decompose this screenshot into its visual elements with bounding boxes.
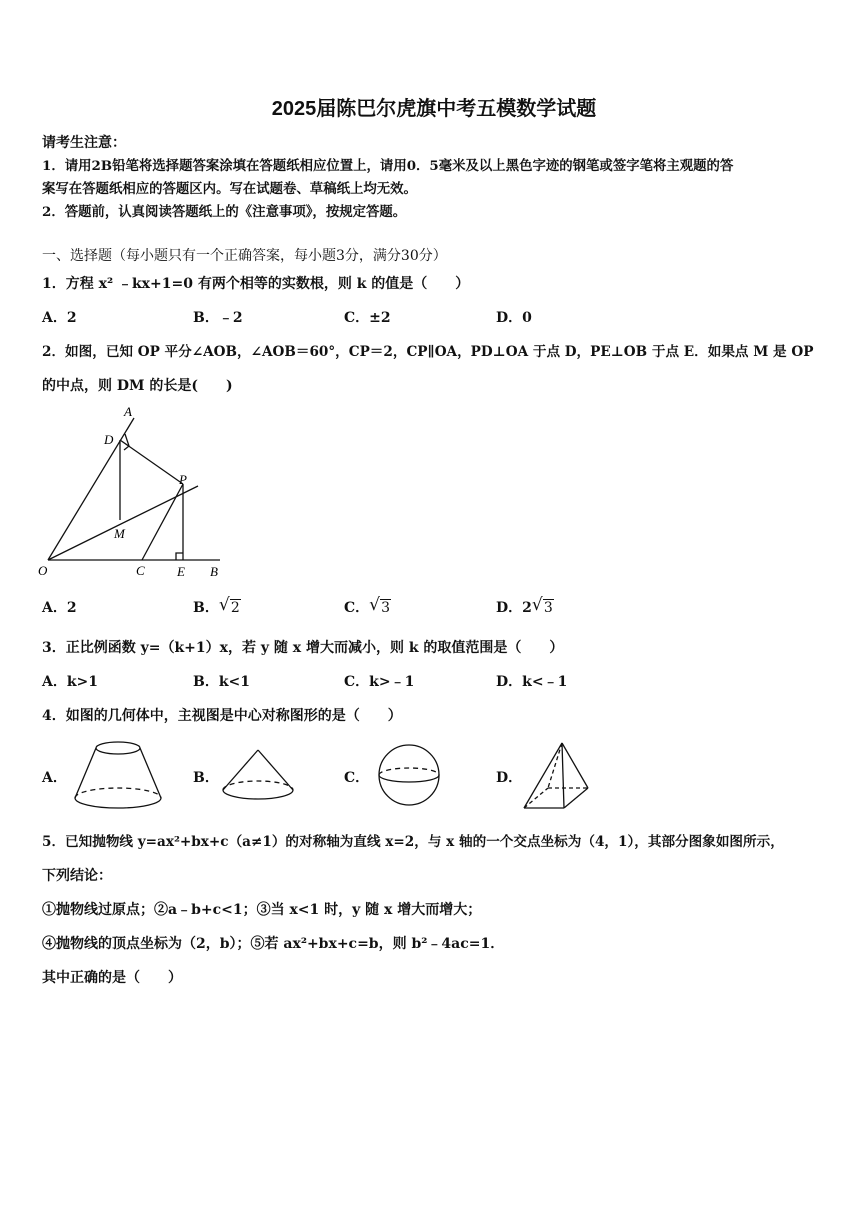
- q2-option-c: C． √ 3: [344, 595, 391, 616]
- label-c: C: [136, 563, 145, 578]
- q2-stem-a: 2．如图，已知 OP 平分∠AOB，∠AOB＝60°，CP＝2，CP∥OA，PD⊥OA 于点 D，PE⊥OB 于点 E．如果点 M 是 OP: [42, 344, 814, 360]
- q5-stem-a: 5．已知抛物线 y=ax²+bx+c（a≠1）的对称轴为直线 x=2，与 x 轴的一个交点坐标为（4，1），其部分图象如图所示，: [42, 834, 784, 850]
- label-e: E: [177, 564, 185, 579]
- segment-pd: [120, 440, 183, 484]
- q2-stem-b: 的中点，则 DM 的长是( ): [42, 378, 233, 394]
- frustum-figure: [68, 736, 168, 816]
- label-b: B: [210, 564, 218, 579]
- section-heading: 一、选择题（每小题只有一个正确答案，每小题3分，满分30分）: [42, 248, 447, 264]
- q4-option-a-label: A．: [42, 770, 67, 786]
- sphere-figure: [374, 742, 444, 808]
- q1-option-a: A．2: [42, 310, 77, 326]
- q1-stem: 1．方程 x² ﹣kx+1=0 有两个相等的实数根，则 k 的值是（ ）: [42, 276, 470, 292]
- q3-option-c: C．k>﹣1: [344, 674, 415, 690]
- q2-option-d: D．2 √ 3: [496, 595, 553, 616]
- q5-conclusions-1: ①抛物线过原点；②a﹣b+c<1；③当 x<1 时，y 随 x 增大而增大；: [42, 902, 482, 918]
- q5-stem-b: 下列结论：: [42, 868, 112, 884]
- q4-option-c-label: C．: [344, 770, 370, 786]
- q4-stem: 4．如图的几何体中，主视图是中心对称图形的是（ ）: [42, 708, 402, 724]
- q4-option-d-label: D．: [496, 770, 523, 786]
- label-d: D: [104, 432, 114, 447]
- right-angle-e: [176, 553, 183, 560]
- cone-figure: [218, 746, 298, 806]
- q5-conclusions-2: ④抛物线的顶点坐标为（2，b）；⑤若 ax²+bx+c=b，则 b²﹣4ac=1．: [42, 936, 505, 952]
- right-angle-d: [124, 434, 129, 450]
- q2-option-a: A．2: [42, 600, 77, 616]
- q4-option-b-label: B．: [193, 770, 219, 786]
- q3-option-a: A．k>1: [42, 674, 99, 690]
- q1-option-c: C．±2: [344, 310, 391, 326]
- q1-option-b: B．﹣2: [193, 310, 243, 326]
- label-o: O: [38, 563, 48, 578]
- notice-line-1b: 案写在答题纸相应的答题区内。写在试题卷、草稿纸上均无效。: [42, 181, 417, 197]
- page-title: 2025届陈巴尔虎旗中考五模数学试题: [271, 98, 597, 120]
- notice-line-2: 2．答题前，认真阅读答题纸上的《注意事项》，按规定答题。: [42, 204, 407, 220]
- notice-heading: 请考生注意：: [42, 135, 126, 151]
- q2-option-b: B． √ 2: [193, 595, 240, 616]
- label-p: P: [179, 472, 187, 487]
- pyramid-figure: [518, 738, 594, 814]
- q1-option-d: D．0: [496, 310, 532, 326]
- label-m: M: [114, 526, 125, 541]
- q3-option-d: D．k<﹣1: [496, 674, 568, 690]
- segment-cp: [142, 484, 183, 560]
- label-a: A: [124, 404, 132, 419]
- q2-geometry-figure: [30, 400, 230, 585]
- q3-stem: 3．正比例函数 y=（k+1）x，若 y 随 x 增大而减小，则 k 的取值范围是（ ）: [42, 640, 564, 656]
- notice-line-1a: 1．请用2B铅笔将选择题答案涂填在答题纸相应位置上，请用0．5毫米及以上黑色字迹的钢笔或签字笔将主观题的答: [42, 158, 734, 174]
- q3-option-b: B．k<1: [193, 674, 251, 690]
- q5-ask: 其中正确的是（ ）: [42, 970, 182, 986]
